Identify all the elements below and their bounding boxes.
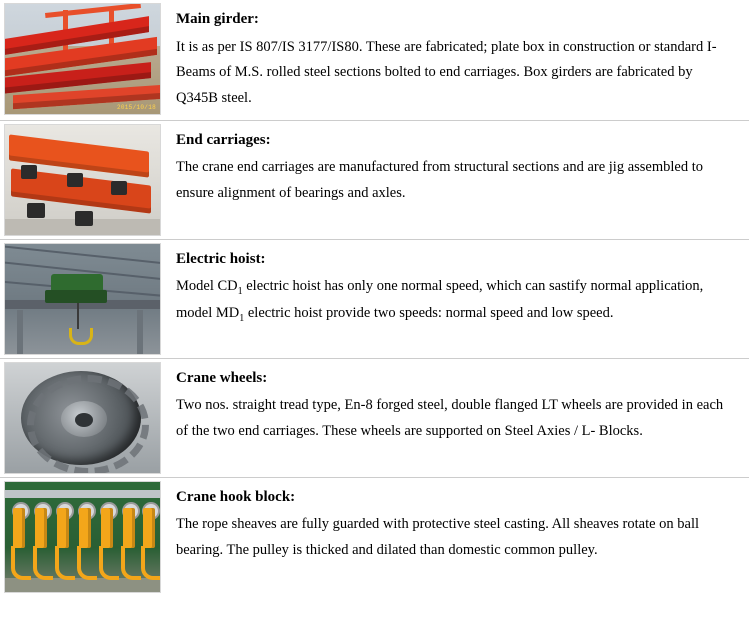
desc-segment-3: electric hoist provide two speeds: normal speed and low speed. xyxy=(244,305,614,322)
carriage-block-2 xyxy=(67,173,83,187)
electric-hoist-photo xyxy=(4,243,161,355)
text-cell-end-carriages xyxy=(168,120,749,239)
hook-body xyxy=(13,508,25,548)
desc-segment-2: electric hoist has only one normal speed, which can sastify normal application, model MD xyxy=(176,278,704,322)
wheel-bore xyxy=(75,413,93,427)
photo-date-stamp: 2015/10/18 xyxy=(116,104,156,111)
item-description-end-carriages: The crane end carriages are manufactured from structural sections and are jig assembled to ensure alignment of bearings and axles. xyxy=(176,159,703,202)
image-cell-crane-hook-block xyxy=(0,477,168,596)
hook-tip xyxy=(121,546,141,580)
item-title-end-carriages: End carriages: xyxy=(176,131,271,148)
text-cell-crane-hook-block xyxy=(168,477,749,596)
main-girder-photo xyxy=(4,3,161,115)
text-cell-crane-wheels xyxy=(168,358,749,477)
table-row xyxy=(0,0,749,120)
text-cell-main-girder xyxy=(168,0,749,120)
item-description-crane-hook-block: The rope sheaves are fully guarded with protective steel casting. All sheaves rotate on ball bearing. The pulley is thicked and dilated than domestic common pulley. xyxy=(176,516,700,559)
hoist-rope xyxy=(77,303,79,329)
table-row xyxy=(0,239,749,358)
image-cell-end-carriages xyxy=(0,120,168,239)
carriage-block-1 xyxy=(21,165,37,179)
item-title-main-girder: Main girder: xyxy=(176,11,259,27)
hook-body xyxy=(101,508,113,548)
item-description-electric-hoist xyxy=(176,274,737,327)
support-column-right xyxy=(137,310,143,354)
hook-block-4 xyxy=(77,508,93,582)
hook-tip xyxy=(141,546,161,580)
hook-block-3 xyxy=(55,508,71,582)
hook-body xyxy=(57,508,69,548)
item-title-electric-hoist: Electric hoist: xyxy=(176,250,266,267)
item-description-main-girder: It is as per IS 807/IS 3177/IS80. These are fabricated; plate box in construction or standard I-Beams of M.S. rolled steel sections bolted to end carriages. Box girders are fabricated by Q345B steel. xyxy=(176,38,717,107)
carriage-block-5 xyxy=(75,211,93,226)
hook-body xyxy=(143,508,155,548)
desc-subscript-1: 1 xyxy=(237,286,243,298)
hook-tip xyxy=(11,546,31,580)
table-row xyxy=(0,477,749,596)
carriage-block-3 xyxy=(111,181,127,195)
hook-block-row xyxy=(5,498,160,588)
hook-block-7 xyxy=(141,508,157,582)
image-cell-main-girder xyxy=(0,0,168,120)
hook-body xyxy=(35,508,47,548)
table-row xyxy=(0,358,749,477)
carriage-block-4 xyxy=(27,203,45,218)
hook-block-1 xyxy=(11,508,27,582)
support-column-left xyxy=(17,310,23,354)
crane-hook-block-photo xyxy=(4,481,161,593)
hook-block-5 xyxy=(99,508,115,582)
table-row xyxy=(0,120,749,239)
hook-block-2 xyxy=(33,508,49,582)
crane-wheel-photo xyxy=(4,362,161,474)
end-carriages-photo xyxy=(4,124,161,236)
hook-tip xyxy=(77,546,97,580)
hook-block-6 xyxy=(121,508,137,582)
hook-body xyxy=(123,508,135,548)
text-cell-electric-hoist xyxy=(168,239,749,358)
desc-subscript-2: 1 xyxy=(239,312,245,324)
item-title-crane-hook-block: Crane hook block: xyxy=(176,488,296,505)
hook-body xyxy=(79,508,91,548)
item-description-crane-wheels: Two nos. straight tread type, En-8 forged steel, double flanged LT wheels are provided in each of the two end carriages. These wheels are supported on Steel Axies / L- Blocks. xyxy=(176,397,724,440)
desc-segment-1: Model CD xyxy=(176,278,238,295)
image-cell-crane-wheels xyxy=(0,358,168,477)
item-title-crane-wheels: Crane wheels: xyxy=(176,369,268,386)
image-cell-electric-hoist xyxy=(0,239,168,358)
roof-line-1 xyxy=(4,244,161,265)
hook-tip xyxy=(33,546,53,580)
hook-tip xyxy=(55,546,75,580)
hook-tip xyxy=(99,546,119,580)
storage-rack xyxy=(5,490,160,498)
hoist-hook xyxy=(69,328,93,345)
hoist-drum xyxy=(45,290,107,303)
